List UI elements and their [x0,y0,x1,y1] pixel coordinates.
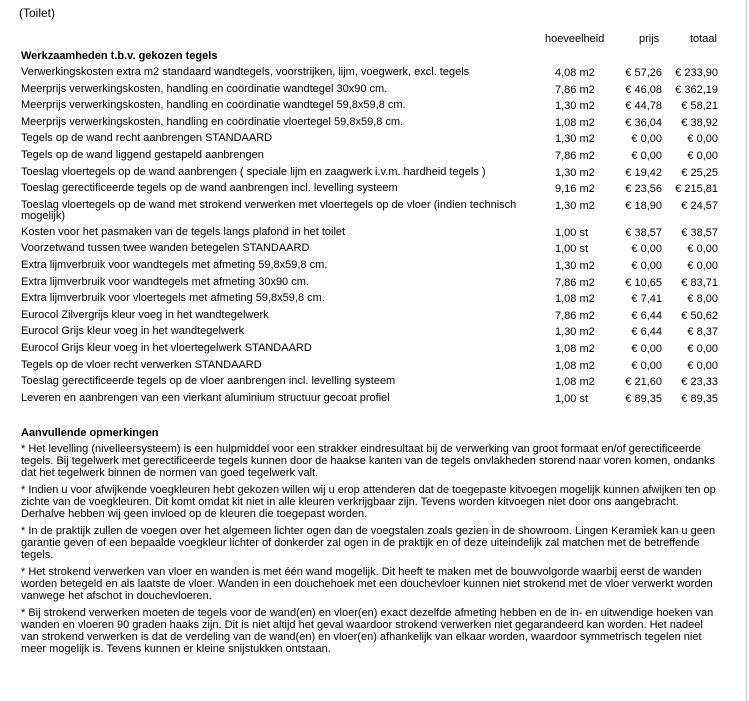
note-paragraph: * Het strokend verwerken van vloer en wanden is met één wand mogelijk. Dit heeft te maken met de bouwvolgorde waarbij eerst de wanden worden betegeld en als laatste de vloer. Wanden in een douchehoek met een douchevloer kunnen niet strokend met de vloer verwerkt worden vanwege het afschot in douchevloeren. [21,566,713,602]
row-price: € 21,60 [625,376,662,389]
row-total: € 0,00 [687,342,718,355]
table-row [0,98,749,115]
row-description: Extra lijmverbruik voor wandtegels met afmeting 30x90 cm. [21,275,309,288]
row-total: € 0,00 [687,149,718,162]
row-quantity: 1,30 m2 [555,166,595,179]
row-description: Voorzetwand tussen twee wanden betegelen STANDAARD [21,242,310,255]
column-header-total: totaal [690,33,717,45]
table-row [0,115,749,132]
row-total: € 0,00 [687,359,718,372]
row-description: Toeslag vloertegels op de wand met strokend verwerken met vloertegels op de vloer (indien technisch mogelijk) [21,198,517,222]
row-description: Tegels op de vloer recht verwerken STANDAARD [21,358,262,371]
table-row [0,358,749,375]
row-quantity: 1,08 m2 [555,293,595,306]
row-price: € 57,26 [625,67,662,79]
table-row [0,148,749,165]
row-quantity: 7,86 m2 [555,83,595,96]
table-row [0,181,749,198]
row-total: € 8,00 [687,293,718,306]
column-header-price: prijs [639,33,660,45]
row-price: € 0,00 [631,133,662,146]
row-total: € 233,90 [675,67,718,79]
row-description: Tegels op de wand recht aanbrengen STANDAARD [21,132,273,145]
row-price: € 89,35 [625,392,662,405]
row-price: € 0,00 [631,149,662,162]
table-row [0,165,749,182]
row-price: € 23,56 [625,183,662,196]
row-description: Verwerkingskosten extra m2 standaard wandtegels, voorstrijken, lijm, voegwerk, excl. tegels [21,66,470,78]
row-total: € 50,62 [681,309,718,322]
row-total: € 24,57 [681,199,718,212]
note-paragraph: * Het levelling (nivelleersysteem) is een hulpmiddel voor een strakker eindresultaat bij de verwerking van groot formaat en/of gerectificeerde tegels. Bij tegelwerk met gerectificeerde tegels kunnen door de haakse kanten van de tegels onvlakheden storend naar voren komen, ondanks dat het tegelwerk binnen de normen van goed tegelwerk valt. [21,443,716,479]
table-row [0,275,749,292]
row-price: € 6,44 [631,326,662,339]
table-row [0,341,749,358]
row-total: € 215,81 [675,183,718,196]
row-total: € 38,92 [681,116,718,129]
row-price: € 46,08 [625,83,662,96]
row-price: € 44,78 [625,100,662,113]
row-quantity: 9,16 m2 [555,183,595,196]
table-row [0,391,749,408]
row-total: € 23,33 [681,376,718,389]
row-description: Toeslag vloertegels op de wand aanbrengen ( speciale lijm en zaagwerk i.v.m. hardheid tegels ) [21,165,486,178]
table-row [0,82,749,99]
row-quantity: 1,30 m2 [555,326,595,339]
row-quantity: 1,00 st [555,392,589,405]
room-label: (Toilet) [19,6,56,20]
row-description: Eurocol Zilvergrijs kleur voeg in het wandtegelwerk [21,308,269,321]
row-quantity: 1,00 st [555,226,589,239]
notes-title: Aanvullende opmerkingen [21,427,159,439]
row-quantity: 4,08 m2 [555,67,595,79]
row-description: Meerprijs verwerkingskosten, handling en coördinatie wandtegel 59,8x59,8 cm. [21,99,406,112]
row-quantity: 1,08 m2 [555,116,595,129]
row-quantity: 1,30 m2 [555,259,595,272]
row-quantity: 1,00 st [555,243,589,256]
row-description: Eurocol Grijs kleur voeg in het wandtegelwerk [21,325,245,338]
row-total: € 8,37 [687,326,718,339]
table-row [0,258,749,275]
table-row [0,308,749,325]
section-title: Werkzaamheden t.b.v. gekozen tegels [21,50,218,62]
row-quantity: 7,86 m2 [555,149,595,162]
row-price: € 7,41 [631,293,662,306]
row-price: € 38,57 [625,226,662,239]
row-quantity: 1,30 m2 [555,199,595,212]
row-quantity: 1,30 m2 [555,133,595,146]
row-quantity: 7,86 m2 [555,276,595,289]
table-row [0,131,749,148]
row-total: € 362,19 [675,83,718,96]
row-price: € 18,90 [625,199,662,212]
note-paragraph: * Bij strokend verwerken moeten de tegels voor de wand(en) en vloer(en) exact dezelfde afmeting hebben en de in- en uitwendige hoeken van wanden en vloeren 90 graden haaks zijn. Dit is niet altijd het geval waardoor strokend verwerken niet gegarandeerd kan worden. Het nadeel van strokend verwerken is dat de verdeling van de wand(en) en vloer(en) afhankelijk van elkaar worden, waardoor symmetrisch tegelen niet meer mogelijk is. Tevens kunnen er kleine snijstukken ontstaan. [21,607,714,655]
row-quantity: 1,08 m2 [555,342,595,355]
row-total: € 38,57 [681,226,718,239]
row-price: € 0,00 [631,359,662,372]
table-row [0,65,749,82]
row-quantity: 1,30 m2 [555,100,595,113]
notes-list [21,443,721,660]
row-total: € 0,00 [687,259,718,272]
row-price: € 19,42 [625,166,662,179]
row-price: € 6,44 [631,309,662,322]
table-row [0,198,749,225]
row-quantity: 7,86 m2 [555,309,595,322]
row-price: € 0,00 [631,243,662,256]
row-price: € 36,04 [625,116,662,129]
row-description: Meerprijs verwerkingskosten, handling en coördinatie wandtegel 30x90 cm. [21,82,388,95]
row-total: € 89,35 [681,392,718,405]
line-items-table [0,65,749,407]
row-price: € 0,00 [631,342,662,355]
row-description: Toeslag gerectificeerde tegels op de vloer aanbrengen incl. levelling systeem [21,375,396,388]
note-paragraph: * Indien u voor afwijkende voegkleuren hebt gekozen willen wij u erop attenderen dat de toegepaste kitvoegen mogelijk kunnen afwijken ten op zichte van de voegkleuren. Dit komt omdat kit niet in alle kleuren verkrijgbaar zijn. Tevens worden kitvoegen niet door ons aangebracht. Derhalve hebben wij geen invloed op de kleuren die toegepast worden. [21,484,716,520]
row-total: € 0,00 [687,243,718,256]
row-total: € 0,00 [687,133,718,146]
table-row [0,374,749,391]
column-header-quantity: hoeveelheid [545,33,605,45]
table-row [0,291,749,308]
row-quantity: 1,08 m2 [555,359,595,372]
row-total: € 83,71 [681,276,718,289]
table-row [0,241,749,258]
row-price: € 0,00 [631,259,662,272]
row-price: € 10,65 [625,276,662,289]
note-paragraph: * In de praktijk zullen de voegen over het algemeen lichter ogen dan de voegstalen zoals gezien in de showroom. Lingen Keramiek kan u geen garantie geven of een bepaalde voegkleur lichter of donkerder zal ogen in de praktijk en of deze uiteindelijk zal matchen met de betreffende tegels. [21,525,716,561]
row-total: € 25,25 [681,166,718,179]
row-description: Meerprijs verwerkingskosten, handling en coördinatie vloertegel 59,8x59,8 cm. [21,115,404,128]
row-quantity: 1,08 m2 [555,376,595,389]
row-description: Kosten voor het pasmaken van de tegels langs plafond in het toilet [21,225,346,238]
row-description: Leveren en aanbrengen van een vierkant aluminium structuur gecoat profiel [21,391,390,404]
table-row [0,225,749,242]
row-description: Tegels op de wand liggend gestapeld aanbrengen [21,148,264,161]
row-description: Toeslag gerectificeerde tegels op de wand aanbrengen incl. levelling systeem [21,182,398,195]
row-total: € 58,21 [681,100,718,113]
row-description: Extra lijmverbruik voor vloertegels met afmeting 59,8x59,8 cm. [21,292,325,305]
row-description: Eurocol Grijs kleur voeg in het vloertegelwerk STANDAARD [21,341,312,354]
table-row [0,324,749,341]
row-description: Extra lijmverbruik voor wandtegels met afmeting 59,8x59,8 cm. [21,258,328,271]
